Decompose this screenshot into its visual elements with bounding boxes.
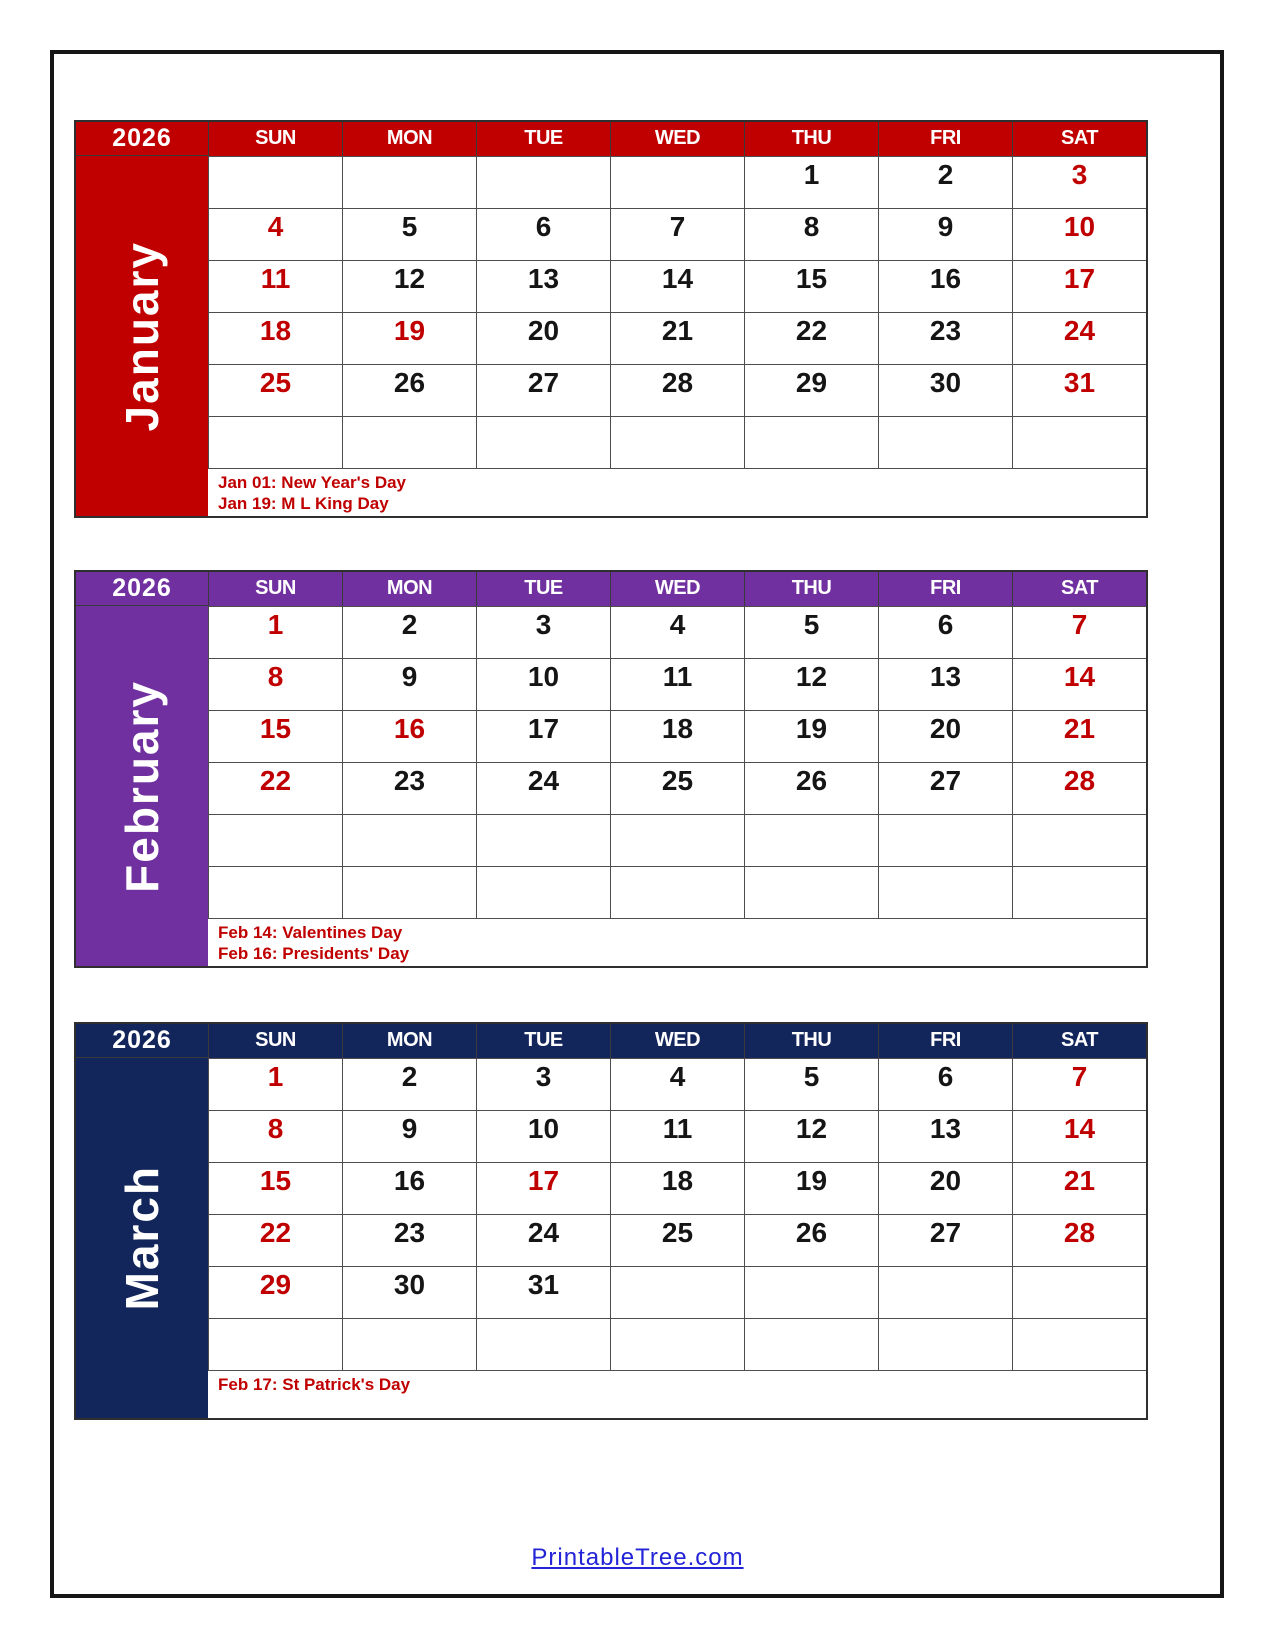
date-cell: 5 bbox=[744, 606, 878, 658]
date-cell: 29 bbox=[208, 1266, 342, 1318]
date-cell bbox=[878, 1266, 1012, 1318]
date-cell: 20 bbox=[878, 1162, 1012, 1214]
date-cell: 13 bbox=[476, 260, 610, 312]
date-cell: 27 bbox=[476, 364, 610, 416]
month-name-wrap bbox=[76, 1058, 208, 1418]
month-section-january bbox=[74, 120, 1148, 518]
weekday-label: SAT bbox=[1012, 572, 1146, 606]
date-cell: 18 bbox=[610, 1162, 744, 1214]
date-cell: 3 bbox=[1012, 156, 1146, 208]
date-cell: 25 bbox=[610, 762, 744, 814]
month-section-march bbox=[74, 1022, 1148, 1420]
date-cell: 12 bbox=[744, 1110, 878, 1162]
date-cell: 2 bbox=[342, 606, 476, 658]
date-cell: 12 bbox=[744, 658, 878, 710]
date-cell bbox=[878, 814, 1012, 866]
date-cell bbox=[610, 1266, 744, 1318]
date-cell: 18 bbox=[208, 312, 342, 364]
year-label: 2026 bbox=[76, 572, 208, 606]
date-cell: 6 bbox=[476, 208, 610, 260]
date-cell: 13 bbox=[878, 658, 1012, 710]
weekday-label: MON bbox=[342, 1024, 476, 1058]
date-cell bbox=[744, 1318, 878, 1370]
date-cell: 28 bbox=[610, 364, 744, 416]
date-cell: 14 bbox=[1012, 658, 1146, 710]
weekday-label: SUN bbox=[208, 572, 342, 606]
date-cell: 26 bbox=[342, 364, 476, 416]
date-cell: 8 bbox=[208, 1110, 342, 1162]
date-cell: 21 bbox=[610, 312, 744, 364]
date-cell: 21 bbox=[1012, 1162, 1146, 1214]
month-name-wrap bbox=[76, 606, 208, 966]
date-cell: 17 bbox=[1012, 260, 1146, 312]
date-cell: 4 bbox=[610, 1058, 744, 1110]
date-cell: 30 bbox=[342, 1266, 476, 1318]
date-cell: 19 bbox=[342, 312, 476, 364]
date-cell bbox=[208, 156, 342, 208]
weekday-label: WED bbox=[610, 572, 744, 606]
date-cell bbox=[1012, 1266, 1146, 1318]
weekday-label: SUN bbox=[208, 1024, 342, 1058]
date-cell bbox=[1012, 866, 1146, 918]
date-cell: 12 bbox=[342, 260, 476, 312]
date-cell: 24 bbox=[476, 1214, 610, 1266]
date-cell: 23 bbox=[342, 1214, 476, 1266]
date-cell: 31 bbox=[476, 1266, 610, 1318]
month-section-february bbox=[74, 570, 1148, 968]
date-cell: 10 bbox=[476, 658, 610, 710]
date-cell: 13 bbox=[878, 1110, 1012, 1162]
date-cell: 3 bbox=[476, 606, 610, 658]
date-grid bbox=[208, 1058, 1146, 1370]
date-cell bbox=[342, 866, 476, 918]
date-cell bbox=[208, 416, 342, 468]
month-grid-area bbox=[208, 1024, 1146, 1418]
date-cell: 10 bbox=[1012, 208, 1146, 260]
date-cell: 22 bbox=[208, 762, 342, 814]
date-cell: 15 bbox=[744, 260, 878, 312]
date-cell: 16 bbox=[342, 1162, 476, 1214]
date-cell: 15 bbox=[208, 710, 342, 762]
weekday-label: SAT bbox=[1012, 122, 1146, 156]
date-cell: 27 bbox=[878, 762, 1012, 814]
date-cell: 28 bbox=[1012, 1214, 1146, 1266]
month-grid-area bbox=[208, 572, 1146, 966]
weekday-header-row bbox=[208, 572, 1146, 606]
date-cell: 23 bbox=[878, 312, 1012, 364]
date-cell: 6 bbox=[878, 606, 1012, 658]
weekday-label: THU bbox=[744, 1024, 878, 1058]
date-cell bbox=[208, 814, 342, 866]
date-cell bbox=[476, 814, 610, 866]
month-name-wrap bbox=[76, 156, 208, 516]
date-cell: 2 bbox=[342, 1058, 476, 1110]
date-cell bbox=[476, 1318, 610, 1370]
date-cell: 7 bbox=[610, 208, 744, 260]
date-cell: 11 bbox=[208, 260, 342, 312]
date-grid bbox=[208, 156, 1146, 468]
weekday-label: SAT bbox=[1012, 1024, 1146, 1058]
date-cell: 26 bbox=[744, 762, 878, 814]
date-cell: 16 bbox=[342, 710, 476, 762]
date-cell: 7 bbox=[1012, 1058, 1146, 1110]
weekday-label: MON bbox=[342, 572, 476, 606]
date-cell: 19 bbox=[744, 710, 878, 762]
date-cell bbox=[476, 866, 610, 918]
month-sidebar-march bbox=[76, 1024, 208, 1418]
date-grid bbox=[208, 606, 1146, 918]
date-cell bbox=[744, 1266, 878, 1318]
date-cell: 26 bbox=[744, 1214, 878, 1266]
date-cell bbox=[610, 866, 744, 918]
date-cell: 24 bbox=[1012, 312, 1146, 364]
weekday-label: SUN bbox=[208, 122, 342, 156]
date-cell bbox=[1012, 1318, 1146, 1370]
month-sidebar-january bbox=[76, 122, 208, 516]
date-cell bbox=[476, 416, 610, 468]
date-cell bbox=[878, 416, 1012, 468]
weekday-label: WED bbox=[610, 1024, 744, 1058]
date-cell bbox=[208, 1318, 342, 1370]
date-cell: 16 bbox=[878, 260, 1012, 312]
date-cell bbox=[744, 866, 878, 918]
month-name-label: March bbox=[116, 1165, 168, 1311]
date-cell: 5 bbox=[744, 1058, 878, 1110]
date-cell: 7 bbox=[1012, 606, 1146, 658]
date-cell: 31 bbox=[1012, 364, 1146, 416]
weekday-label: FRI bbox=[878, 122, 1012, 156]
date-cell: 3 bbox=[476, 1058, 610, 1110]
date-cell bbox=[744, 814, 878, 866]
date-cell: 14 bbox=[610, 260, 744, 312]
date-cell bbox=[208, 866, 342, 918]
date-cell: 22 bbox=[744, 312, 878, 364]
footer bbox=[0, 1544, 1275, 1572]
date-cell: 25 bbox=[610, 1214, 744, 1266]
weekday-header-row bbox=[208, 1024, 1146, 1058]
date-cell: 30 bbox=[878, 364, 1012, 416]
weekday-label: WED bbox=[610, 122, 744, 156]
date-cell: 1 bbox=[208, 1058, 342, 1110]
date-cell: 9 bbox=[342, 658, 476, 710]
date-cell bbox=[342, 814, 476, 866]
date-cell bbox=[610, 814, 744, 866]
holiday-note: Jan 19: M L King Day bbox=[218, 494, 389, 513]
date-cell: 9 bbox=[342, 1110, 476, 1162]
weekday-label: TUE bbox=[476, 122, 610, 156]
year-label: 2026 bbox=[76, 122, 208, 156]
weekday-label: MON bbox=[342, 122, 476, 156]
date-cell: 24 bbox=[476, 762, 610, 814]
date-cell: 11 bbox=[610, 1110, 744, 1162]
weekday-label: TUE bbox=[476, 1024, 610, 1058]
weekday-header-row bbox=[208, 122, 1146, 156]
date-cell: 8 bbox=[744, 208, 878, 260]
date-cell: 29 bbox=[744, 364, 878, 416]
date-cell bbox=[878, 1318, 1012, 1370]
year-label: 2026 bbox=[76, 1024, 208, 1058]
date-cell: 2 bbox=[878, 156, 1012, 208]
date-cell: 5 bbox=[342, 208, 476, 260]
date-cell: 25 bbox=[208, 364, 342, 416]
date-cell: 9 bbox=[878, 208, 1012, 260]
date-cell: 27 bbox=[878, 1214, 1012, 1266]
holiday-notes bbox=[208, 1370, 1146, 1418]
date-cell: 14 bbox=[1012, 1110, 1146, 1162]
weekday-label: THU bbox=[744, 122, 878, 156]
date-cell bbox=[476, 156, 610, 208]
date-cell bbox=[342, 156, 476, 208]
date-cell bbox=[610, 156, 744, 208]
date-cell: 22 bbox=[208, 1214, 342, 1266]
date-cell bbox=[342, 416, 476, 468]
date-cell bbox=[610, 1318, 744, 1370]
month-grid-area bbox=[208, 122, 1146, 516]
date-cell: 4 bbox=[610, 606, 744, 658]
footer-link[interactable]: PrintableTree.com bbox=[531, 1544, 744, 1571]
date-cell bbox=[342, 1318, 476, 1370]
date-cell: 8 bbox=[208, 658, 342, 710]
date-cell: 11 bbox=[610, 658, 744, 710]
date-cell: 20 bbox=[476, 312, 610, 364]
weekday-label: THU bbox=[744, 572, 878, 606]
date-cell: 20 bbox=[878, 710, 1012, 762]
holiday-note: Feb 17: St Patrick's Day bbox=[218, 1375, 411, 1394]
date-cell: 1 bbox=[208, 606, 342, 658]
date-cell: 6 bbox=[878, 1058, 1012, 1110]
weekday-label: FRI bbox=[878, 1024, 1012, 1058]
weekday-label: FRI bbox=[878, 572, 1012, 606]
date-cell bbox=[610, 416, 744, 468]
date-cell bbox=[1012, 416, 1146, 468]
date-cell: 10 bbox=[476, 1110, 610, 1162]
date-cell: 18 bbox=[610, 710, 744, 762]
holiday-notes bbox=[208, 468, 1146, 516]
holiday-note: Feb 16: Presidents' Day bbox=[218, 944, 410, 963]
date-cell bbox=[878, 866, 1012, 918]
date-cell: 19 bbox=[744, 1162, 878, 1214]
holiday-note: Feb 14: Valentines Day bbox=[218, 923, 403, 942]
holiday-note: Jan 01: New Year's Day bbox=[218, 473, 407, 492]
date-cell: 17 bbox=[476, 710, 610, 762]
date-cell: 23 bbox=[342, 762, 476, 814]
date-cell: 4 bbox=[208, 208, 342, 260]
date-cell: 1 bbox=[744, 156, 878, 208]
date-cell: 15 bbox=[208, 1162, 342, 1214]
date-cell bbox=[1012, 814, 1146, 866]
month-sidebar-february bbox=[76, 572, 208, 966]
date-cell: 17 bbox=[476, 1162, 610, 1214]
holiday-notes bbox=[208, 918, 1146, 966]
month-name-label: January bbox=[116, 240, 168, 432]
weekday-label: TUE bbox=[476, 572, 610, 606]
date-cell: 21 bbox=[1012, 710, 1146, 762]
month-name-label: February bbox=[116, 679, 168, 893]
date-cell bbox=[744, 416, 878, 468]
date-cell: 28 bbox=[1012, 762, 1146, 814]
